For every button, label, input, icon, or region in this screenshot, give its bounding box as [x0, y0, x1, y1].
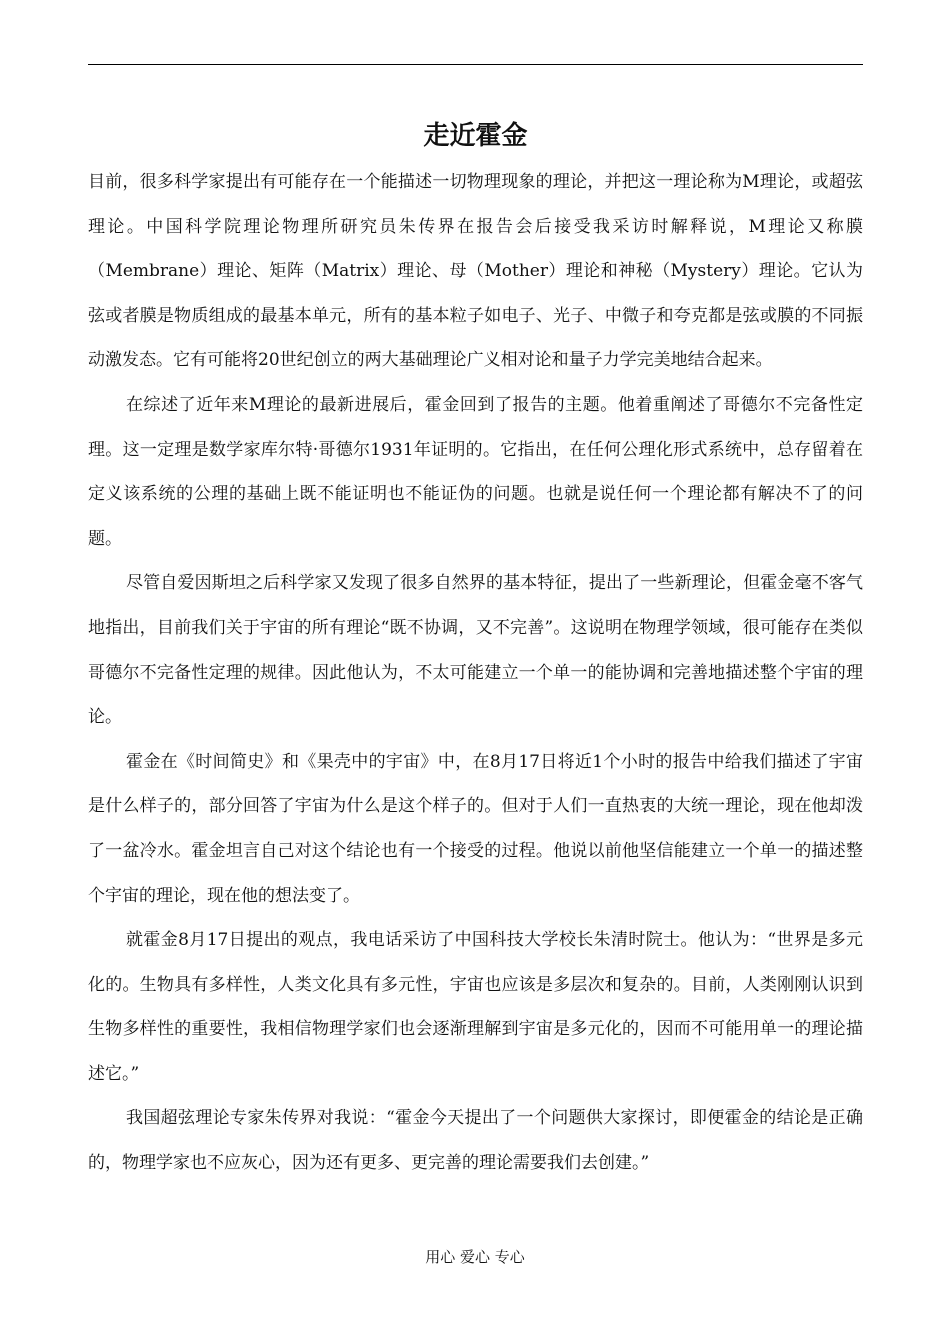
document-title: 走近霍金: [423, 121, 528, 151]
paragraph: 在综述了近年来M理论的最新进展后，霍金回到了报告的主题。他着重阐述了哥德尔不完备性定理。这一定理是数学家库尔特·哥德尔1931年证明的。它指出，在任何公理化形式系统中，总存留着在定义该系统的公理的基础上既不能证明也不能证伪的问题。也就是说任何一个理论都有解决不了的问题。: [88, 394, 863, 549]
paragraph: 尽管自爱因斯坦之后科学家又发现了很多自然界的基本特征，提出了一些新理论，但霍金毫不客气地指出，目前我们关于宇宙的所有理论“既不协调，又不完善”。这说明在物理学领域，很可能存在类似哥德尔不完备性定理的规律。因此他认为，不太可能建立一个单一的能协调和完善地描述整个宇宙的理论。: [88, 573, 863, 728]
page-footer: 用心 爱心 专心: [425, 1248, 525, 1266]
document-body: [88, 160, 863, 1186]
header-rule: [88, 64, 863, 65]
paragraph: 目前，很多科学家提出有可能存在一个能描述一切物理现象的理论，并把这一理论称为M理论，或超弦理论。中国科学院理论物理所研究员朱传界在报告会后接受我采访时解释说，M理论又称膜（Membrane）理论、矩阵（Matrix）理论、母（Mother）理论和神秘（Mystery）理论。它认为弦或者膜是物质组成的最基本单元，所有的基本粒子如电子、光子、中微子和夸克都是弦或膜的不同振动激发态。它有可能将20世纪创立的两大基础理论广义相对论和量子力学完美地结合起来。: [88, 172, 863, 371]
paragraph: 霍金在《时间简史》和《果壳中的宇宙》中，在8月17日将近1个小时的报告中给我们描述了宇宙是什么样子的，部分回答了宇宙为什么是这个样子的。但对于人们一直热衷的大统一理论，现在他却泼了一盆冷水。霍金坦言自己对这个结论也有一个接受的过程。他说以前他坚信能建立一个单一的描述整个宇宙的理论，现在他的想法变了。: [88, 751, 863, 906]
paragraph: 我国超弦理论专家朱传界对我说：“霍金今天提出了一个问题供大家探讨，即便霍金的结论是正确的，物理学家也不应灰心，因为还有更多、更完善的理论需要我们去创建。”: [88, 1108, 863, 1174]
paragraph: 就霍金8月17日提出的观点，我电话采访了中国科技大学校长朱清时院士。他认为：“世界是多元化的。生物具有多样性，人类文化具有多元性，宇宙也应该是多层次和复杂的。目前，人类刚刚认识到生物多样性的重要性，我相信物理学家们也会逐渐理解到宇宙是多元化的，因而不可能用单一的理论描述它。”: [88, 930, 863, 1084]
